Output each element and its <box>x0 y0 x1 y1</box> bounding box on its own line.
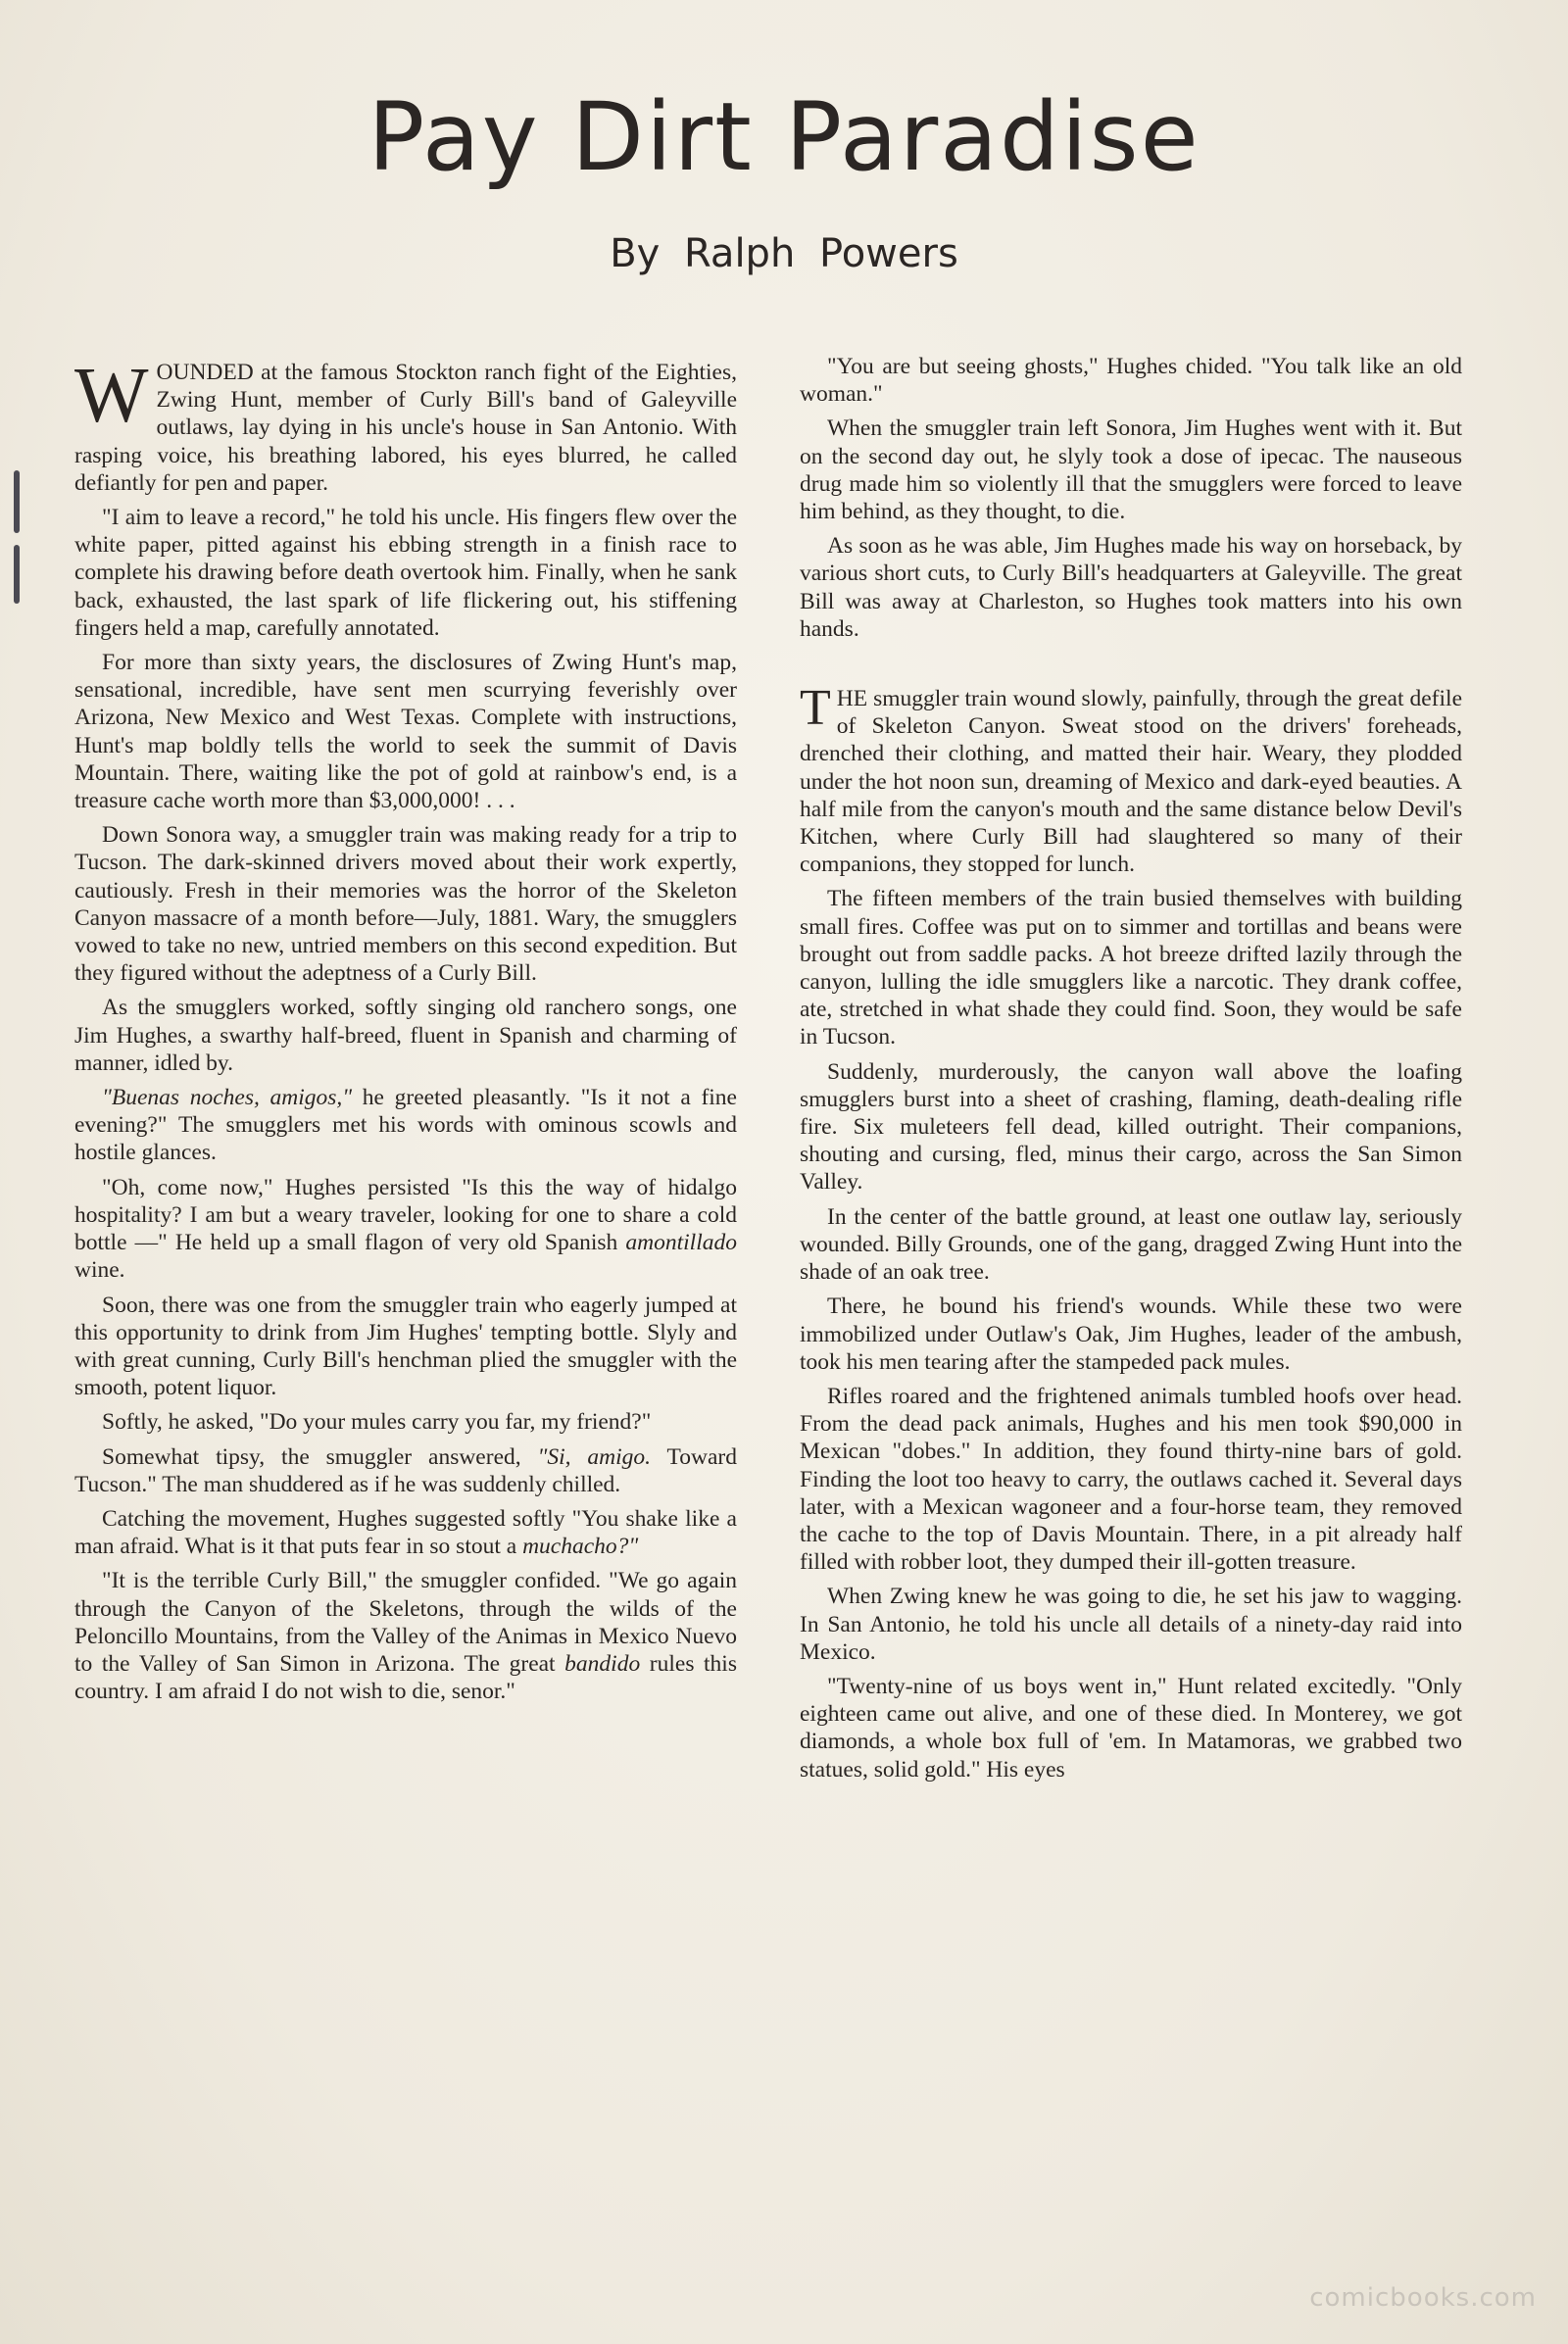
paragraph: When Zwing knew he was going to die, he set his jaw to wagging. In San Antonio, he told his uncle all details of a ninety-day raid into Mexico. <box>800 1584 1462 1665</box>
paragraph: In the center of the battle ground, at least one outlaw lay, seriously wounded. Billy Grounds, one of the gang, dragged Zwing Hunt into the shade of an oak tree. <box>800 1203 1462 1286</box>
paragraph <box>74 1443 737 1498</box>
italic-word: bandido <box>564 1650 641 1677</box>
right-column <box>800 353 1462 1790</box>
paragraph-text: he greeted pleasantly. "Is it not a fine evening?" The smugglers met his words with ominous scowls and hostile glances. <box>74 1085 737 1166</box>
italic-phrase: "Si, amigo. <box>537 1443 652 1470</box>
binding-mark <box>14 545 20 604</box>
paragraph-text: Somewhat tipsy, the smuggler answered, <box>102 1443 538 1470</box>
paragraph: "I aim to leave a record," he told his uncle. His fingers flew over the white paper, pitted against his ebbing strength in a finish race to complete his drawing before death overtook him. Finally, when he sank back, exhausted, the last spark of life flickering out, his stiffening fingers held a map, carefully annotated. <box>74 505 737 641</box>
paragraph: For more than sixty years, the disclosures of Zwing Hunt's map, sensational, incredible, have sent men scurrying feverishly over Arizona, New Mexico and West Texas. Complete with instructions, Hunt's map boldly tells the world to seek the summit of Davis Mountain. There, waiting like the pot of gold at rainbow's end, is a treasure cache worth more than $3,000,000! . . . <box>74 650 737 814</box>
paragraph: "You are but seeing ghosts," Hughes chided. "You talk like an old woman." <box>800 354 1462 408</box>
paragraph <box>74 1174 737 1285</box>
paragraph-text: OUNDED at the famous Stockton ranch fight of the Eighties, Zwing Hunt, member of Curly Bill's band of Galeyville outlaws, lay dying in his uncle's house in San Antonio. With rasping voice, his breathing labored, his eyes blurred, he called defiantly for pen and paper. <box>74 360 737 496</box>
paragraph: Suddenly, murderously, the canyon wall above the loafing smugglers burst into a sheet of crashing, flaming, death-dealing rifle fire. Six muleteers fell dead, killed outright. Their companions, shouting and cursing, fled, minus their cargo, across the San Simon Valley. <box>800 1058 1462 1196</box>
paragraph: Soon, there was one from the smuggler train who eagerly jumped at this opportunity to drink from Jim Hughes' tempting bottle. Slyly and with great cunning, Curly Bill's henchman plied the smuggler with the smooth, potent liquor. <box>74 1292 737 1401</box>
site-watermark: comicbooks.com <box>1309 2283 1537 2313</box>
left-column <box>74 353 737 1712</box>
paragraph-text: Toward Tucson." The man shuddered as if he was suddenly chilled. <box>74 1443 737 1497</box>
paragraph-text: wine. <box>74 1257 125 1284</box>
paragraph: There, he bound his friend's wounds. While these two were immobilized under Outlaw's Oak, Jim Hughes, leader of the ambush, took his men tearing after the stampeded pack mules. <box>800 1294 1462 1375</box>
section-break <box>800 650 1462 685</box>
article-title: Pay Dirt Paradise <box>368 82 1200 192</box>
paragraph-text: HE smuggler train wound slowly, painfully, through the great defile of Skeleton Canyon. Sweat stood on the drivers' foreheads, drenched their clothing, and matted their hair. Weary, they plodded under the hot noon sun, dreaming of Mexico and dark-eyed beauties. A half mile from the canyon's mouth and the same distance below Devil's Kitchen, where Curly Bill had slaughtered so many of their companions, they stopped for lunch. <box>800 686 1462 878</box>
paragraph: As the smugglers worked, softly singing old ranchero songs, one Jim Hughes, a swarthy half-breed, fluent in Spanish and charming of manner, idled by. <box>74 995 737 1076</box>
paragraph <box>74 1567 737 1705</box>
paragraph: "Twenty-nine of us boys went in," Hunt related excitedly. "Only eighteen came out alive, and one of these died. In Monterey, we got diamonds, a whole box full of 'em. In Matamoras, we grabbed two statues, solid gold." His eyes <box>800 1673 1462 1782</box>
article-byline: By Ralph Powers <box>610 231 958 276</box>
paragraph: As soon as he was able, Jim Hughes made his way on horseback, by various short cuts, to Curly Bill's headquarters at Galeyville. The great Bill was away at Charleston, so Hughes took matters into his own hands. <box>800 533 1462 642</box>
drop-cap: W <box>74 353 149 439</box>
paragraph <box>74 1084 737 1167</box>
paragraph-text: Catching the movement, Hughes suggested softly "You shake like a man afraid. What is it that puts fear in so stout a <box>74 1505 737 1560</box>
paragraph-text: rules this country. I am afraid I do not wish to die, senor." <box>74 1650 737 1705</box>
binding-mark <box>14 470 20 533</box>
italic-word: muchacho?" <box>522 1534 639 1560</box>
paragraph: Down Sonora way, a smuggler train was making ready for a trip to Tucson. The dark-skinned drivers moved about their work expertly, cautiously. Fresh in their memories was the horror of the Skeleton Canyon massacre of a month before—July, 1881. Wary, the smugglers vowed to take no new, untried members on this second expedition. But they figured without the adeptness of a Curly Bill. <box>74 822 737 987</box>
paragraph <box>800 680 1462 878</box>
paragraph: Softly, he asked, "Do your mules carry you far, my friend?" <box>102 1409 652 1436</box>
paragraph: When the smuggler train left Sonora, Jim Hughes went with it. But on the second day out, he slyly took a dose of ipecac. The nauseous drug made him so violently ill that the smugglers were forced to leave him behind, as they thought, to die. <box>800 415 1462 525</box>
paragraph-text: "It is the terrible Curly Bill," the smuggler confided. "We go again through the Canyon of the Skeletons, through the wilds of the Peloncillo Mountains, from the Valley of the Animas in Mexico Nuevo to the Valley of San Simon in Arizona. The great <box>74 1568 737 1677</box>
paragraph <box>74 353 737 497</box>
paragraph: The fifteen members of the train busied themselves with building small fires. Coffee was put on to simmer and tortillas and beans were brought out from saddle packs. A hot breeze drifted lazily through the canyon, lulling the idle smugglers like a narcotic. They drank coffee, ate, stretched in what shade they could find. Soon, they would be safe in Tucson. <box>800 886 1462 1050</box>
paragraph <box>74 1505 737 1560</box>
paragraph: Rifles roared and the frightened animals tumbled hoofs over head. From the dead pack animals, Hughes and his men took $90,000 in Mexican "dobes." In addition, they found thirty-nine bars of gold. Finding the loot too heavy to carry, the outlaws cached it. Several days later, with a Mexican wagoneer and a four-horse team, they removed the cache to the top of Davis Mountain. There, in a pit already half filled with robber loot, they dumped their ill-gotten treasure. <box>800 1383 1462 1576</box>
paragraph-text: "Oh, come now," Hughes persisted "Is this the way of hidalgo hospitality? I am but a weary traveler, looking for one to share a cold bottle —" He held up a small flagon of very old Spanish <box>74 1174 737 1256</box>
spanish-greeting: "Buenas noches, amigos," <box>102 1085 353 1111</box>
drop-cap: T <box>800 680 831 737</box>
italic-word: amontillado <box>625 1230 737 1256</box>
